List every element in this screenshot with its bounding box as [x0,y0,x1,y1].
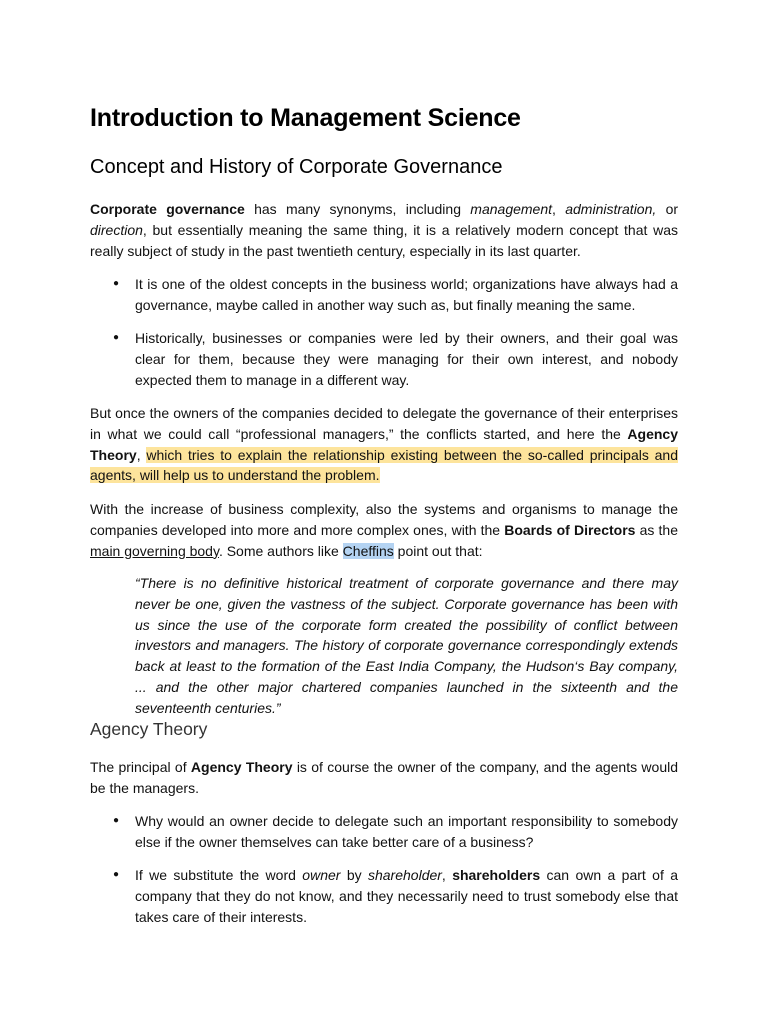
highlighted-text: which tries to explain the relationship existing between the so-called principals and agents, will help us to understand the problem. [90,446,679,484]
bold-term: Boards of Directors [504,521,636,538]
bold-term: shareholders [452,867,541,883]
bold-term: Agency Theory [190,759,293,775]
blockquote: “There is no definitive historical treatment of corporate governance and there may never be one, given the vastness of the subject. Corporate governance has been with us since the use of the corporate form created the possibility of conflict between investors and managers. The history of corporate governance correspondingly extends back at least to the formation of the East India Company, the Hudson‘s Bay company, ... and the other major chartered companies launched in the sixteenth and the seventeenth centuries.” [135,575,678,716]
bullet-icon: ● [113,332,120,343]
subsection-heading: Agency Theory [90,719,208,739]
paragraph-principal: The principal of Agency Theory is of course the owner of the company, and the agents would be the managers. [90,759,679,796]
paragraph-intro: Corporate governance has many synonyms, including management, administration, or direction, but essentially meaning the same thing, it is a relatively modern concept that was really subject of study in the past twentieth century, especially in its last quarter. [90,201,679,259]
bold-term: Corporate governance [90,201,245,217]
bullet-icon: ● [113,278,120,289]
document-title: Introduction to Management Science [90,104,521,132]
paragraph-agency: But once the owners of the companies decided to delegate the governance of their enterprises in what we could call “professional managers,” the conflicts started, and here the Agency Theory, which tries to explain the relationship existing between the so-called principals and agents, will help us to understand the problem. [90,405,679,484]
bold-term: Agency Theory [90,425,678,463]
list-item: Historically, businesses or companies were led by their owners, and their goal was clear for them, because they were managing for their own interest, and nobody expected them to manage in a different way. [135,330,678,388]
section-heading: Concept and History of Corporate Governance [90,156,503,178]
bullet-icon: ● [113,815,120,826]
list-item: If we substitute the word owner by shareholder, shareholders can own a part of a company that they do not know, and they necessarily need to trust somebody else that takes care of their interests. [135,867,679,925]
highlighted-name: Cheffins [342,542,394,559]
bullet-icon: ● [113,869,120,880]
paragraph-complexity: With the increase of business complexity, also the systems and organisms to manage the companies developed into more and more complex ones, with the Boards of Directors as the main governing body. Some authors like Cheffins point out that: [90,501,678,559]
underlined-text: main governing body [90,542,219,559]
list-item: It is one of the oldest concepts in the business world; organizations have always had a governance, maybe called in another way such as, but finally meaning the same. [135,276,678,313]
list-item: Why would an owner decide to delegate such an important responsibility to somebody else if the owner themselves can take better care of a business? [135,813,678,850]
